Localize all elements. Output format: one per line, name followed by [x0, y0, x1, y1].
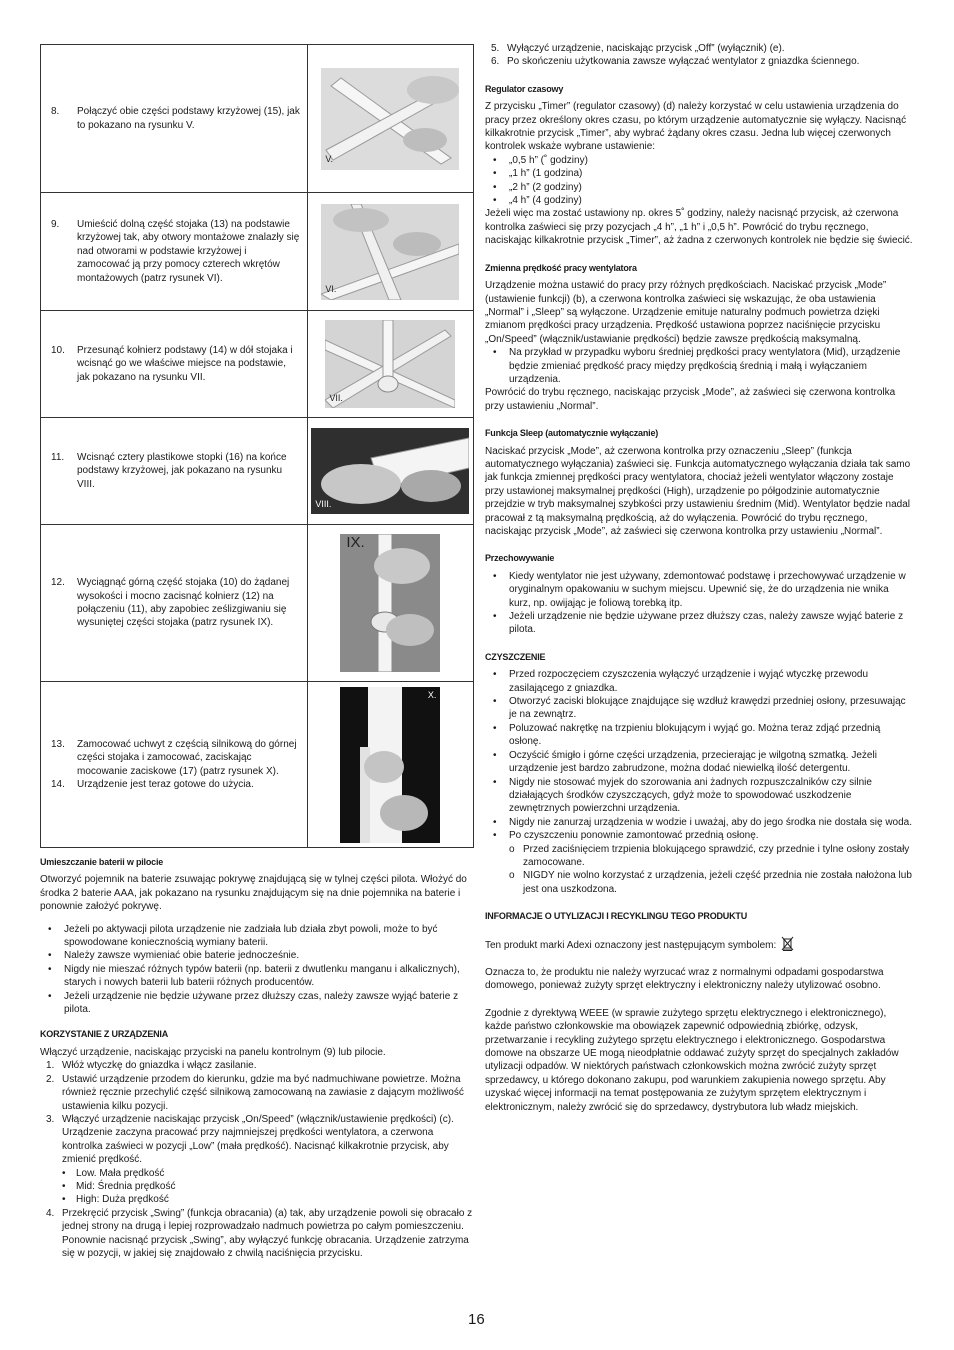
timer-outro: Jeżeli więc ma zostać ustawiony np. okres 5˚ godziny, należy nacisnąć przycisk, aż czerwona kontrolka zaświeci się przy pozycjach „4 h”, „1 h” i „0,5 h”. Powrócić do trybu ręcznego, naciskając kilkakrotnie przycisk „Timer”, aż żadna z czerwonych kontrolek nie będzie się świecić.	[485, 208, 913, 247]
list-item: • Jeżeli urządzenie nie będzie używane przez dłuższy czas, należy zawsze wyjąć baterie z pilota.	[40, 990, 474, 1017]
step-row	[41, 193, 474, 311]
list-item: o Przed zaciśnięciem trzpienia blokującego sprawdzić, czy przednie i tylne osłony zostały zamocowane.	[485, 843, 913, 870]
figure-label: X.	[427, 689, 437, 700]
cleaning-sub-bullets	[485, 843, 913, 897]
list-item: 3. Włączyć urządzenie naciskając przycisk „On/Speed” (włącznik/ustawienie prędkości) (c). Urządzenie zaczyna pracować przy najmniejszej prędkości wentylatora, a czerwona kontrolka zaświeci w pozycji „Low” (mała prędkość). Nacisnąć kilkakrotnie przycisk, aby zmienić prędkość. • Low. Mała prędkość • Mid: Średnia prędkość • High: Duża prędkość	[40, 1113, 474, 1207]
variable-speed-bullets	[485, 346, 913, 386]
step-text: Zamocować uchwyt z częścią silnikową do górnej części stojaka i zamocować, zaciskając mocowanie zaciskowe (17) (patrz rysunek X).	[77, 738, 297, 777]
step-text: Umieścić dolną część stojaka (13) na podstawie krzyżowej tak, aby otwory montażowe znalazły się nad otworami w podstawie krzyżowej i zamocować ją przy pomocy czterech wkrętów montażowych (patrz rysunek VI).	[77, 218, 300, 284]
list-item: • Otworzyć zaciski blokujące znajdujące się wzdłuż krawędzi przedniej osłony, przesuwając je na zewnątrz.	[485, 695, 913, 722]
list-item: • Nigdy nie zanurzaj urządzenia w wodzie i uważaj, aby do jego środka nie dostała się woda.	[485, 816, 913, 829]
figure-v-photo	[321, 68, 459, 170]
sleep-heading: Funkcja Sleep (automatycznie wyłączanie)	[485, 428, 659, 439]
step-number: 10.	[51, 344, 65, 356]
weee-paragraph: Oznacza to, że produktu nie należy wyrzucać wraz z normalnymi odpadami gospodarstwa domowego, ponieważ zużyty sprzęt elektryczny i elektroniczny należy utylizować osobno.	[485, 966, 884, 992]
step-text: Połączyć obie części podstawy krzyżowej (15), jak to pokazano na rysunku V.	[77, 106, 300, 131]
list-item: 6. Po skończeniu użytkowania zawsze wyłączać wentylator z gniazdka ściennego.	[491, 56, 860, 68]
usage-heading: KORZYSTANIE Z URZĄDZENIA	[40, 1029, 169, 1040]
list-item: • Nigdy nie mieszać różnych typów baterii (np. baterii z dwutlenku manganu i alkalicznych), starych i nowych baterii lub baterii różnych producentów.	[40, 963, 474, 990]
battery-intro: Otworzyć pojemnik na baterie zsuwając pokrywę znajdującą się w tylnej części pilota. Włożyć do środka 2 baterie AAA, jak pokazano na rysunku znajdującym się na dnie pojemnika na baterie i ponownie założyć pokrywę.	[40, 874, 467, 913]
step-row	[41, 418, 474, 525]
weee-symbol-line	[485, 936, 913, 952]
storage-heading: Przechowywanie	[485, 553, 555, 564]
list-item: • „2 h” (2 godziny)	[485, 181, 913, 194]
usage-steps	[40, 1059, 474, 1260]
timer-options	[485, 154, 913, 208]
figure-label: VIII.	[315, 498, 332, 509]
timer-intro: Z przycisku „Timer” (regulator czasowy) (d) należy korzystać w celu ustawienia urządzenia do pracy przez określony okres czasu, po którym urządzenie automatycznie się wyłączy. Nacisnąć kilkakrotnie przycisk „Timer”, aby wybrać żądany okres czasu. Jedna lub więcej czerwonych kontrolek wskaże wybrane ustawienie:	[485, 101, 907, 153]
list-item: • Na przykład w przypadku wyboru średniej prędkości pracy wentylatora (Mid), urządzenie będzie zmieniać prędkość pracy między prędkością średnią i małą i wyłączaniem urządzenia.	[485, 346, 913, 386]
figure-label: VII.	[329, 392, 343, 403]
list-item: • Kiedy wentylator nie jest używany, zdemontować podstawę i przechowywać urządzenie w oryginalnym opakowaniu w suchym miejscu. Upewnić się, że do urządzenia nie wnika kurz, np. owijając je foliową torebką itp.	[485, 570, 913, 610]
list-item: • Oczyścić śmigło i górne części urządzenia, przecierając je wilgotną szmatką. Jeżeli urządzenie jest bardzo zabrudzone, można dodać niewielką ilość detergentu.	[485, 749, 913, 776]
list-item: • Nigdy nie stosować myjek do szorowania ani żadnych rozpuszczalników czy silnie działających środków czyszczących, gdyż może to spowodować uszkodzenie zewnętrznych powierzchni urządzenia.	[485, 776, 913, 816]
step-number: 11.	[51, 451, 65, 463]
list-item: • Poluzować nakrętkę na trzpieniu blokującym i wyjąć go. Można teraz zdjąć przednią osłonę.	[485, 722, 913, 749]
step-row	[41, 45, 474, 193]
list-item: • Mid: Średnia prędkość	[54, 1180, 474, 1193]
assembly-steps-table	[40, 44, 474, 848]
battery-section	[40, 856, 474, 1016]
weee-symbol-text: Ten produkt marki Adexi oznaczony jest następującym symbolem:	[485, 939, 777, 951]
step-text: Wcisnąć cztery plastikowe stopki (16) na końce podstawy krzyżowej, jak pokazano na rysunku VIII.	[77, 451, 287, 490]
battery-heading: Umieszczanie baterii w pilocie	[40, 857, 164, 867]
list-item: • „4 h” (4 godziny)	[485, 194, 913, 207]
variable-speed-intro: Urządzenie można ustawić do pracy przy różnych prędkościach. Naciskać przycisk „Mode” (ustawienie funkcji) (b), a czerwona kontrolka zaświeci się wskazując, że oba ustawienia „Normal” i „Sleep” są wyłączone. Urządzenie emituje naturalny podmuch powietrza dzięki zmianom prędkości pracy urządzenia. Prędkość ustawiona poprzez naciśnięcie przycisku „On/Speed” (włącznik/ustawianie prędkości) będzie zawsze prędkością maksymalną.	[485, 280, 887, 345]
sleep-text: Naciskać przycisk „Mode”, aż czerwona kontrolka przy oznaczeniu „Sleep” (funkcja automatycznego wyłączania) zaświeci się. Funkcja automatycznego wyłączania działa tak samo jak funkcja zmiennej prędkości pracy wentylatora, chociaż jeżeli wentylator włączony zostaje przy ustawionej maksymalnej prędkości (High), urządzenie po półgodzinie automatycznie przejdzie w tryb maksymalnej szybkości przy ustawieniu średnim (Mid). Wentylator będzie nadal pracował z tą maksymalną prędkością, aż do wyłączenia. Powrócić do trybu ręcznego, naciskając przycisk „Mode”, aż zaświeci się czerwona kontrolka przy ustawieniu „Normal”.	[485, 445, 911, 537]
step-row	[41, 682, 474, 848]
step-text: Przesunąć kołnierz podstawy (14) w dół stojaka i wcisnąć go we właściwe miejsce na podstawie, jak pokazano na rysunku VII.	[77, 344, 293, 383]
list-item: • Przed rozpoczęciem czyszczenia wyłączyć urządzenie i wyjąć wtyczkę przewodu zasilającego z gniazdka.	[485, 668, 913, 695]
variable-speed-outro: Powrócić do trybu ręcznego, naciskając przycisk „Mode”, aż zaświeci się czerwona kontrolka przy ustawieniu „Normal”.	[485, 387, 896, 412]
page-number: 16	[468, 1311, 485, 1328]
figure-vii-photo	[325, 320, 455, 408]
cleaning-bullets	[485, 668, 913, 842]
usage-intro: Włączyć urządzenie, naciskając przyciski na panelu kontrolnym (9) lub pilocie.	[40, 1046, 386, 1058]
usage-section	[40, 1028, 474, 1260]
step-number: 14.	[51, 778, 65, 790]
list-item: o NIGDY nie wolno korzystać z urządzenia, jeżeli część przednia nie została nałożona lub jest ona uszkodzona.	[485, 869, 913, 896]
step-row	[41, 525, 474, 682]
storage-bullets	[485, 570, 913, 637]
step-text: Urządzenie jest teraz gotowe do użycia.	[77, 778, 254, 790]
left-column	[40, 44, 474, 1260]
list-item: 1. Włóż wtyczkę do gniazdka i włącz zasilanie.	[46, 1060, 257, 1072]
step-number: 9.	[51, 218, 60, 230]
figure-label: V.	[325, 154, 334, 165]
list-item: • Należy zawsze wymieniać obie baterie jednocześnie.	[40, 949, 474, 962]
figure-x-photo	[340, 687, 440, 843]
step-text: Wyciągnąć górną część stojaka (10) do żądanej wysokości i mocno zacisnąć kołnierz (12) na połączeniu (11), aby zapobiec ześlizgiwaniu się wysuniętej części stojaka (patrz rysunek IX).	[77, 577, 290, 629]
list-item: • Jeżeli urządzenie nie będzie używane przez dłuższy czas, należy zawsze wyjąć baterie z pilota.	[485, 610, 913, 637]
timer-heading: Regulator czasowy	[485, 83, 564, 94]
figure-label: VI.	[325, 284, 337, 295]
list-item: • Po czyszczeniu ponownie zamontować przednią osłonę.	[485, 829, 913, 842]
list-item: 4. Przekręcić przycisk „Swing” (funkcja obracania) (a) tak, aby urządzenie powoli się obracało z jednej strony na drugą i lepiej rozprowadzało nadmuch powietrza po całym pomieszczeniu. Ponownie nacisnąć przycisk „Swing”, aby wyłączyć funkcję obracania. Urządzenie zatrzyma się w pozycji, w jakiej się znajdowało z chwilą naciśnięcia przycisku.	[46, 1207, 473, 1259]
usage-steps-continued	[485, 42, 913, 69]
crossed-bin-icon	[781, 936, 794, 951]
right-column	[485, 42, 913, 1114]
weee-paragraph: Zgodnie z dyrektywą WEEE (w sprawie zużytego sprzętu elektrycznego i elektronicznego), każde państwo członkowskie ma obowiązek zapewnić odpowiednią zbiórkę, odzysk, przetwarzanie i recykling zużytego sprzętu elektrycznego i elektronicznego. Gospodarstwa domowe na obszarze UE mogą nieodpłatnie oddawać zużyty sprzęt do specjalnych zakładów utylizacji odpadów. W niektórych państwach członkowskich można zwrócić zużyty sprzęt sprzedawcy, u którego dokonano zakupu, pod warunkiem zakupienia nowego sprzętu. Aby uzyskać więcej informacji na temat postępowania ze zużytym sprzętem elektrycznym i elektronicznym, należy zwrócić się do sprzedawcy, dystrybutora lub władz miejskich.	[485, 1007, 899, 1113]
list-item: • „0,5 h” (˚ godziny)	[485, 154, 913, 167]
figure-viii-photo	[311, 428, 469, 514]
figure-ix-photo	[340, 534, 440, 672]
step-number: 13.	[51, 738, 65, 750]
list-item: • High: Duża prędkość	[54, 1193, 474, 1206]
step-row	[41, 311, 474, 418]
variable-speed-heading: Zmienna prędkość pracy wentylatora	[485, 262, 637, 273]
list-item: • Jeżeli po aktywacji pilota urządzenie nie zadziała lub działa zbyt powoli, może to być spowodowane koniecznością wymiany baterii.	[40, 923, 474, 950]
figure-vi-photo	[321, 204, 459, 300]
list-item: • „1 h” (1 godzina)	[485, 167, 913, 180]
weee-heading: INFORMACJE O UTYLIZACJI I RECYKLINGU TEGO PRODUKTU	[485, 911, 748, 922]
list-item: 2. Ustawić urządzenie przodem do kierunku, gdzie ma być nadmuchiwane powietrze. Można również ręcznie przechylić część silnikową zamocowaną na zawiasie z dającym możliwość ustawienia kilku pozycji.	[46, 1073, 464, 1112]
figure-label: IX.	[346, 534, 365, 551]
step-number: 12.	[51, 577, 65, 589]
step-number: 8.	[51, 106, 60, 118]
speed-options	[54, 1167, 474, 1207]
list-item: • Low. Mała prędkość	[54, 1167, 474, 1180]
list-item: 5. Wyłączyć urządzenie, naciskając przycisk „Off” (wyłącznik) (e).	[491, 43, 785, 54]
cleaning-heading: CZYSZCZENIE	[485, 651, 546, 662]
battery-bullets	[40, 923, 474, 1017]
